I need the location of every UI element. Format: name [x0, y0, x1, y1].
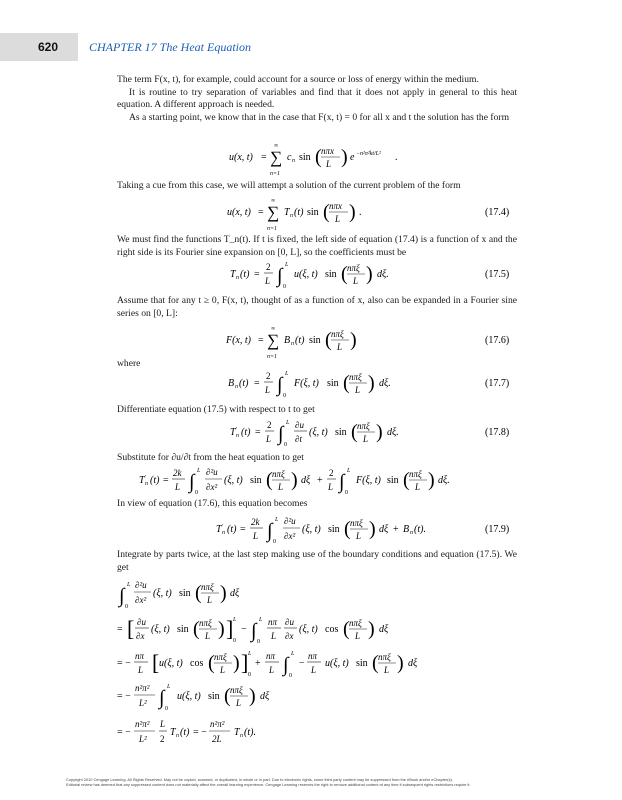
svg-text:= −: = − [117, 727, 131, 738]
equation-tag: (17.7) [485, 378, 510, 389]
svg-text:n²π²: n²π² [135, 719, 150, 729]
svg-text:(: ( [195, 582, 202, 604]
svg-text:0: 0 [345, 490, 348, 496]
eq-text [0, 0, 1, 1]
svg-text:= −: = − [117, 691, 131, 702]
svg-text:′: ′ [222, 524, 224, 530]
equation-tag: (17.6) [485, 335, 510, 346]
equation-tag: (17.9) [485, 524, 510, 535]
svg-text:∂x²: ∂x² [135, 595, 147, 605]
svg-text:(t): (t) [180, 727, 190, 738]
svg-text:∞: ∞ [271, 198, 276, 204]
svg-text:n: n [240, 733, 243, 739]
svg-text:dξ.: dξ. [379, 378, 391, 389]
svg-text:(: ( [351, 421, 358, 443]
derivation-line-1 [117, 580, 240, 610]
equation-substituted [117, 462, 517, 500]
svg-text:2k: 2k [251, 517, 260, 527]
svg-text:∫: ∫ [267, 520, 273, 542]
svg-text:n: n [291, 341, 294, 347]
svg-text:L: L [275, 517, 279, 523]
equation-tag: (17.5) [485, 269, 510, 280]
svg-text:∞: ∞ [271, 326, 276, 332]
svg-text:∂u: ∂u [285, 617, 294, 627]
svg-text:sin: sin [307, 207, 319, 218]
footer-line: Copyright 2010 Cengage Learning. All Rights Reserved. May not be copied, scanned, or duplicated, in whole or in part. Due to electronic rights, some third party content may be suppressed from the eBook and/or eChapter(s). [66, 777, 453, 782]
svg-text:nπξ: nπξ [331, 329, 344, 339]
svg-text:(: ( [372, 652, 379, 674]
svg-text:L: L [355, 385, 361, 395]
svg-text:dξ: dξ [379, 524, 389, 535]
svg-text:(t): (t) [227, 524, 237, 535]
svg-text:L: L [205, 631, 211, 641]
svg-text:]: ] [226, 616, 234, 641]
paragraph: Assume that for any t ≥ 0, F(x, t), thought of as a function of x, also can be expanded in a Fourier sine series on [0, L]: [117, 295, 517, 319]
svg-text:nπξ: nπξ [199, 618, 212, 628]
svg-text:(t).: (t). [414, 524, 426, 535]
svg-text:sin: sin [299, 152, 311, 163]
svg-text:0: 0 [257, 639, 260, 645]
svg-text:n²π²: n²π² [210, 719, 225, 729]
svg-text:L: L [285, 371, 289, 377]
svg-text:2: 2 [266, 262, 271, 272]
svg-text:=: = [261, 152, 267, 163]
svg-text:n: n [235, 384, 238, 390]
svg-text:(: ( [224, 685, 231, 707]
svg-text:∂u: ∂u [137, 617, 146, 627]
svg-text:): ) [349, 201, 356, 223]
svg-text:c: c [287, 152, 292, 163]
svg-text:∫: ∫ [189, 471, 195, 493]
svg-text:∑: ∑ [267, 331, 280, 350]
svg-text:nπ: nπ [268, 617, 278, 627]
svg-text:n²π²: n²π² [135, 683, 150, 693]
svg-text:dξ: dξ [301, 475, 311, 486]
svg-text:(ξ, t): (ξ, t) [299, 624, 318, 635]
svg-text:n: n [292, 158, 295, 164]
svg-text:sin: sin [356, 658, 368, 669]
svg-text:(: ( [344, 518, 351, 540]
svg-text:u(x, t): u(x, t) [227, 207, 251, 218]
svg-text:.: . [359, 207, 362, 218]
svg-text:L: L [278, 482, 284, 492]
svg-text:nπξ: nπξ [272, 469, 285, 479]
svg-text:T: T [230, 269, 236, 280]
svg-text:n=1: n=1 [267, 354, 278, 360]
svg-text:(: ( [325, 329, 332, 351]
svg-text:dξ.: dξ. [387, 427, 399, 438]
svg-text:0: 0 [273, 539, 276, 545]
svg-text:0: 0 [165, 706, 168, 712]
svg-text:L: L [253, 531, 259, 541]
svg-text:nπξ: nπξ [357, 421, 370, 431]
svg-text:(t): (t) [241, 427, 251, 438]
svg-text:+: + [255, 658, 261, 669]
svg-text:∫: ∫ [277, 374, 283, 396]
svg-text:0: 0 [125, 604, 128, 610]
svg-text:(t): (t) [150, 475, 160, 486]
page-header [0, 0, 622, 62]
svg-text:(t): (t) [295, 335, 305, 346]
svg-text:∑: ∑ [270, 148, 283, 167]
svg-text:n: n [145, 481, 148, 487]
footer-line: Editorial review has deemed that any suppressed content does not materially affect the overall learning experience. Cengage Learning reserves the right to remove additional content at any time if subsequent rights restrictions require it. [66, 782, 471, 787]
svg-text:F(ξ, t): F(ξ, t) [356, 475, 381, 486]
svg-text:sin: sin [387, 475, 399, 486]
svg-text:dξ: dξ [260, 691, 270, 702]
equation-17-9 [117, 510, 517, 550]
svg-text:n: n [410, 530, 413, 536]
svg-text:=: = [255, 427, 261, 438]
svg-text:dξ.: dξ. [438, 475, 450, 486]
svg-text:nπξ: nπξ [349, 372, 362, 382]
svg-text:sin: sin [328, 524, 340, 535]
svg-text:(: ( [403, 469, 410, 491]
svg-text:): ) [397, 652, 404, 674]
svg-text:∂²u: ∂²u [206, 467, 218, 477]
svg-text:∫: ∫ [277, 265, 283, 287]
svg-text:= −: = − [117, 658, 131, 669]
svg-text:∂²u: ∂²u [135, 580, 147, 590]
svg-text:′: ′ [236, 427, 238, 433]
svg-text:): ) [376, 421, 383, 443]
copyright-footer [66, 777, 586, 787]
svg-text:B: B [284, 335, 291, 346]
svg-text:): ) [368, 618, 375, 640]
svg-text:L: L [363, 434, 369, 444]
svg-text:L: L [266, 434, 272, 444]
svg-text:L: L [269, 665, 275, 675]
derivation-line-2 [117, 616, 389, 645]
paragraph: Substitute for ∂u/∂t from the heat equation to get [117, 452, 304, 463]
svg-text:L: L [175, 482, 181, 492]
svg-text:sin: sin [327, 378, 339, 389]
svg-text:(ξ, t): (ξ, t) [309, 427, 328, 438]
svg-text:dξ.: dξ. [377, 269, 389, 280]
svg-text:sin: sin [208, 691, 220, 702]
derivation-line-5 [117, 719, 256, 744]
svg-text:L: L [291, 651, 295, 657]
svg-text:u(x, t): u(x, t) [229, 152, 253, 163]
svg-text:L: L [236, 698, 242, 708]
svg-text:): ) [369, 518, 376, 540]
svg-text:L: L [127, 582, 131, 588]
svg-text:.: . [395, 152, 398, 163]
svg-text:=: = [254, 269, 260, 280]
svg-text:n=1: n=1 [270, 171, 281, 177]
page-number: 620 [38, 40, 59, 54]
svg-text:2k: 2k [173, 468, 182, 478]
svg-text:0: 0 [289, 673, 292, 679]
body-text-top [117, 74, 517, 124]
equation-17-6 [117, 318, 517, 360]
svg-text:L: L [326, 159, 332, 169]
svg-text:+: + [317, 475, 323, 486]
svg-text:B: B [228, 378, 235, 389]
svg-text:L: L [384, 665, 390, 675]
svg-text:): ) [233, 652, 240, 674]
svg-text:L: L [233, 617, 237, 623]
svg-text:n: n [236, 275, 239, 281]
svg-text:L: L [347, 468, 351, 474]
svg-text:(ξ, t): (ξ, t) [153, 588, 172, 599]
svg-text:−n²π²kt/L²: −n²π²kt/L² [356, 151, 381, 157]
svg-text:T: T [230, 427, 236, 438]
svg-text:T: T [234, 727, 240, 738]
svg-text:L: L [353, 276, 359, 286]
svg-text:∫: ∫ [278, 423, 284, 445]
svg-text:u(ξ, t): u(ξ, t) [325, 658, 349, 669]
svg-text:0: 0 [284, 442, 287, 448]
equation-17-4 [117, 190, 517, 232]
svg-text:sin: sin [179, 588, 191, 599]
svg-text:0: 0 [283, 393, 286, 399]
svg-text:sin: sin [309, 335, 321, 346]
svg-text:∂u: ∂u [295, 420, 304, 430]
svg-text:2: 2 [329, 468, 334, 478]
svg-text:L: L [355, 631, 361, 641]
svg-text:cos: cos [325, 624, 339, 635]
svg-text:L: L [207, 595, 213, 605]
svg-text:sin: sin [335, 427, 347, 438]
derivation-line-4 [117, 683, 270, 712]
svg-text:nπξ: nπξ [349, 618, 362, 628]
svg-text:∫: ∫ [159, 687, 165, 709]
svg-text:u(ξ, t): u(ξ, t) [159, 658, 183, 669]
svg-text:(: ( [323, 201, 330, 223]
svg-text:L: L [138, 665, 144, 675]
svg-text:∞: ∞ [274, 143, 279, 149]
svg-text:∂x: ∂x [285, 631, 294, 641]
svg-text:(: ( [266, 469, 273, 491]
svg-text:L: L [265, 276, 271, 286]
svg-text:L: L [265, 385, 271, 395]
svg-text:∫: ∫ [251, 620, 257, 642]
svg-text:cos: cos [190, 658, 204, 669]
svg-text:): ) [350, 329, 357, 351]
svg-text:(: ( [341, 263, 348, 285]
svg-text:L: L [286, 420, 290, 426]
equation-17-5 [117, 258, 517, 294]
svg-text:L: L [160, 719, 166, 729]
svg-text:L: L [220, 665, 226, 675]
svg-text:]: ] [241, 650, 249, 675]
svg-text:=: = [163, 475, 169, 486]
equation-17-7 [117, 367, 517, 403]
svg-text:): ) [341, 146, 348, 168]
svg-text:+: + [393, 524, 399, 535]
paragraph: The term F(x, t), for example, could account for a source or loss of energy within the medium. [117, 74, 479, 85]
svg-text:∂²u: ∂²u [284, 516, 296, 526]
svg-text:∫: ∫ [339, 471, 345, 493]
svg-text:L: L [311, 665, 317, 675]
svg-text:2: 2 [160, 734, 165, 744]
svg-text:2L: 2L [212, 734, 222, 744]
svg-text:n: n [222, 530, 225, 536]
svg-text:F(ξ, t): F(ξ, t) [294, 378, 319, 389]
svg-text:−: − [299, 658, 305, 669]
body-text [117, 234, 517, 259]
svg-text:L: L [337, 342, 343, 352]
equation-text-alternatives [0, 0, 1, 1]
svg-text:dξ: dξ [379, 624, 389, 635]
svg-text:L: L [335, 214, 341, 224]
svg-text:0: 0 [233, 638, 236, 644]
svg-text:(t): (t) [239, 378, 249, 389]
svg-text:L: L [285, 262, 289, 268]
svg-text:L²: L² [139, 698, 147, 708]
svg-text:[: [ [152, 650, 160, 675]
svg-text:nπξ: nπξ [409, 469, 422, 479]
svg-text:∂x: ∂x [136, 631, 145, 641]
svg-text:(t): (t) [240, 269, 250, 280]
svg-text:L: L [415, 482, 421, 492]
svg-text:dξ: dξ [408, 658, 418, 669]
body-text [117, 295, 517, 320]
svg-text:(ξ, t): (ξ, t) [224, 475, 243, 486]
svg-text:T: T [216, 524, 222, 535]
svg-text:F(x, t): F(x, t) [226, 335, 251, 346]
svg-text:T: T [170, 727, 176, 738]
paragraph: In view of equation (17.6), this equation becomes [117, 498, 308, 509]
paragraph: It is routine to try separation of variables and find that it does not apply in general to this heat equation. A different approach is needed. [117, 86, 517, 111]
svg-text:=: = [240, 524, 246, 535]
svg-text:=: = [258, 207, 264, 218]
svg-text:nπξ: nπξ [347, 263, 360, 273]
svg-text:nπξ: nπξ [350, 518, 363, 528]
svg-text:∫: ∫ [119, 585, 125, 607]
svg-text:nπξ: nπξ [214, 652, 227, 662]
equation-tag: (17.8) [485, 427, 510, 438]
svg-text:n=1: n=1 [267, 226, 278, 232]
svg-text:): ) [368, 372, 375, 394]
paragraph: where [117, 358, 141, 369]
svg-text:u(ξ, t): u(ξ, t) [294, 269, 318, 280]
svg-text:nπξ: nπξ [230, 685, 243, 695]
svg-text:(ξ, t): (ξ, t) [151, 624, 170, 635]
derivation-integration-by-parts [117, 574, 517, 754]
svg-text:0: 0 [283, 284, 286, 290]
svg-text:nπx: nπx [329, 201, 343, 211]
equation-17-8 [117, 414, 517, 452]
svg-text:∑: ∑ [267, 203, 280, 222]
svg-text:n: n [236, 433, 239, 439]
svg-text:T: T [139, 475, 145, 486]
svg-text:u(ξ, t): u(ξ, t) [177, 691, 201, 702]
svg-text:L: L [356, 531, 362, 541]
svg-text:sin: sin [250, 475, 262, 486]
svg-text:(t): (t) [294, 207, 304, 218]
paragraph: We must find the functions T_n(t). If t is fixed, the left side of equation (17.4) is a function of x and the right side is its Fourier sine expansion on [0, L], so the coefficients must be [117, 234, 517, 258]
svg-text:[: [ [127, 616, 135, 641]
svg-text:(t).: (t). [244, 727, 256, 738]
svg-text:L: L [167, 684, 171, 690]
svg-text:(: ( [193, 618, 200, 640]
equation-tag: (17.4) [485, 207, 510, 218]
svg-text:L: L [328, 482, 334, 492]
svg-text:nπ: nπ [308, 651, 318, 661]
svg-text:nπ: nπ [266, 651, 276, 661]
svg-text:n: n [176, 733, 179, 739]
svg-text:= −: = − [193, 727, 207, 738]
svg-text:=: = [117, 624, 123, 635]
svg-text:sin: sin [177, 624, 189, 635]
derivation-line-3 [117, 650, 418, 679]
svg-text:∫: ∫ [283, 654, 289, 676]
svg-text:=: = [258, 335, 264, 346]
svg-text:(ξ, t): (ξ, t) [302, 524, 321, 535]
paragraph: Differentiate equation (17.5) with respect to t to get [117, 404, 315, 415]
svg-text:e: e [350, 152, 355, 163]
body-text [117, 498, 517, 511]
equation-solution-form [117, 136, 517, 180]
paragraph: Integrate by parts twice, at the last step making use of the boundary conditions and equation (17.5). We get [117, 549, 517, 573]
svg-text:L: L [259, 617, 263, 623]
svg-text:2: 2 [267, 420, 272, 430]
svg-text:): ) [366, 263, 373, 285]
svg-text:L: L [271, 631, 277, 641]
svg-text:): ) [249, 685, 256, 707]
svg-text:): ) [291, 469, 298, 491]
svg-text:): ) [428, 469, 435, 491]
svg-text:′: ′ [145, 475, 147, 481]
svg-text:n: n [290, 213, 293, 219]
svg-text:L: L [248, 651, 252, 657]
svg-text:): ) [220, 582, 227, 604]
svg-text:nπx: nπx [321, 146, 335, 156]
svg-text:nπξ: nπξ [378, 652, 391, 662]
svg-text:0: 0 [248, 672, 251, 678]
svg-text:B: B [403, 524, 410, 535]
paragraph: As a starting point, we know that in the case that F(x, t) = 0 for all x and t the solution has the form [129, 111, 510, 123]
svg-text:L²: L² [139, 734, 147, 744]
svg-text:(: ( [343, 372, 350, 394]
body-text [117, 549, 517, 574]
svg-text:−: − [241, 624, 247, 635]
svg-text:∂x²: ∂x² [284, 531, 296, 541]
svg-text:nπ: nπ [135, 651, 145, 661]
svg-text:(: ( [208, 652, 215, 674]
svg-text:(: ( [343, 618, 350, 640]
svg-text:dξ: dξ [230, 588, 240, 599]
svg-text:0: 0 [195, 490, 198, 496]
svg-text:∂t: ∂t [295, 434, 302, 444]
svg-text:(: ( [315, 146, 322, 168]
svg-text:=: = [254, 378, 260, 389]
svg-text:2: 2 [266, 371, 271, 381]
svg-text:T: T [284, 207, 290, 218]
svg-text:sin: sin [325, 269, 337, 280]
svg-text:): ) [218, 618, 225, 640]
svg-text:L: L [197, 468, 201, 474]
chapter-title: CHAPTER 17 The Heat Equation [89, 40, 251, 54]
svg-text:nπξ: nπξ [201, 582, 214, 592]
svg-text:∂x²: ∂x² [206, 482, 218, 492]
paragraph: Taking a cue from this case, we will attempt a solution of the current problem of the form [117, 180, 461, 191]
